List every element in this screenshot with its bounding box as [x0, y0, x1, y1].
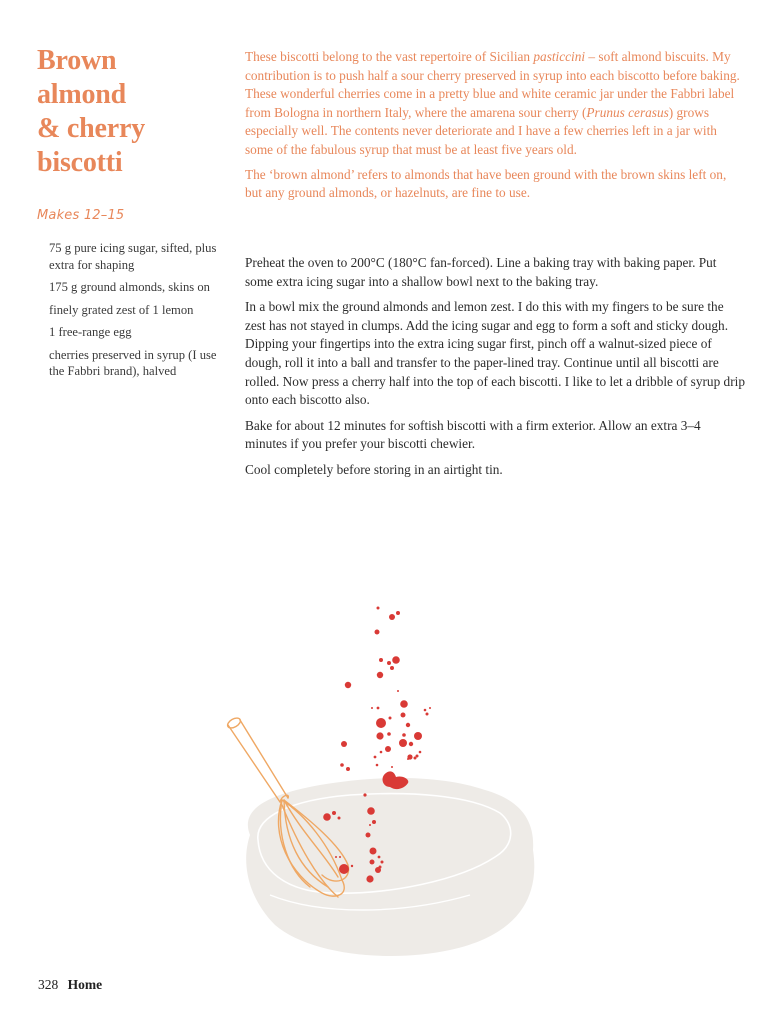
- intro-text: – soft almond biscuits. My contribution is to push half a sour cherry preserved in syrup into each biscotto before baking. These wonderful cherries come in a pretty blue and white ceramic jar under the Fabbri label from Bologna in northern Italy, where the amarena sour cherry (: [245, 49, 740, 120]
- intro-text: These biscotti belong to the vast repertoire of Sicilian: [245, 49, 534, 64]
- ingredient-item: cherries preserved in syrup (I use the Fabbri brand), halved: [49, 347, 217, 378]
- yield-label: Makes 12–15: [37, 208, 125, 223]
- intro-italic-term: Prunus cerasus: [586, 104, 669, 120]
- method-step: Preheat the oven to 200°C (180°C fan-forced). Line a baking tray with baking paper. Put some extra icing sugar into a shallow bowl next to the baking tray.: [245, 255, 717, 289]
- ingredient-item: 75 g pure icing sugar, sifted, plus extra for shaping: [49, 241, 217, 272]
- title-line: Brown: [37, 45, 117, 76]
- page-number: 328: [38, 977, 59, 992]
- method-step: Cool completely before storing in an airtight tin.: [245, 461, 503, 477]
- ingredient-item: 175 g ground almonds, skins on: [49, 280, 210, 294]
- ingredient-item: 1 free-range egg: [49, 325, 132, 339]
- method-step: Bake for about 12 minutes for softish biscotti with a firm exterior. Allow an extra 3–4 minutes if you prefer your biscotti chewier.: [245, 417, 701, 452]
- recipe-introduction: [245, 48, 745, 209]
- method-step: In a bowl mix the ground almonds and lemon zest. I do this with my fingers to be sure the zest has not stayed in clumps. Add the icing sugar and egg to form a soft and sticky dough. Dipping your fingertips into the extra icing sugar first, pinch off a walnut-sized piece of dough, roll it into a ball and transfer to the paper-lined tray. Continue until all biscotti are rolled. Now press a cherry half into the top of each biscotti. I like to let a dribble of syrup drip onto each biscotto also.: [245, 299, 745, 408]
- title-line: almond: [37, 79, 127, 110]
- ingredient-item: finely grated zest of 1 lemon: [49, 302, 194, 317]
- title-line: & cherry: [37, 113, 146, 144]
- intro-paragraph: [245, 48, 745, 160]
- section-name: Home: [67, 977, 103, 992]
- title-line: biscotti: [37, 147, 123, 178]
- whisk-bowl-illustration: [210, 595, 550, 970]
- intro-paragraph: The ‘brown almond’ refers to almonds that have been ground with the brown skins left on, but any ground almonds, or hazelnuts, are fine to use.: [245, 166, 727, 201]
- method-steps: [245, 254, 745, 487]
- ingredient-list: [49, 240, 229, 386]
- intro-text: ) grows especially well. The contents never deteriorate and I have a few cherries left in a jar with some of the fabulous syrup that must be at least five years old.: [245, 104, 717, 157]
- intro-italic-term: pasticcini: [533, 49, 586, 64]
- page-footer: [38, 977, 102, 993]
- recipe-title: [37, 44, 227, 180]
